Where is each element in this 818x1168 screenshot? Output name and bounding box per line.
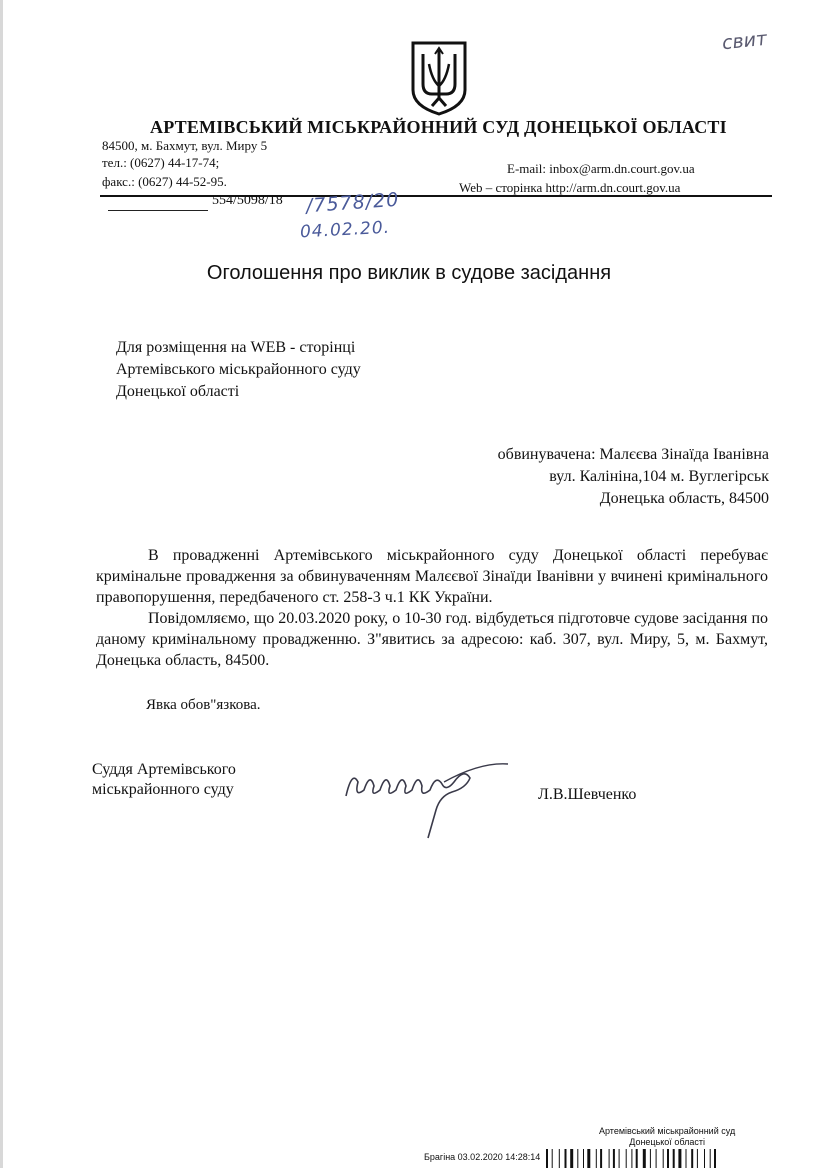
handwritten-registration-number: /7578/20: [305, 188, 400, 218]
paragraph-hearing-notice: Повідомляємо, що 20.03.2020 року, о 10-30 год. відбудеться підготовче судове засідання по даному кримінальному провадженню. З"явитись за адресою: каб. 307, вул. Миру, 5, м. Бахмут, Донецька область, 84500.: [96, 610, 768, 669]
attendance-notice: Явка обов"язкова.: [146, 697, 261, 713]
court-fax: факс.: (0627) 44-52-95.: [102, 174, 227, 189]
coat-of-arms-icon: [410, 40, 468, 116]
court-name: АРТЕМІВСЬКИЙ МІСЬКРАЙОННИЙ СУД ДОНЕЦЬКОЇ ОБЛАСТІ: [150, 117, 727, 137]
judge-name: Л.В.Шевченко: [538, 786, 637, 803]
judge-title-line: міськрайонного суду: [92, 781, 234, 798]
footer-court-line: Артемівський міськрайонний суд: [599, 1126, 736, 1136]
barcode: [546, 1147, 786, 1168]
court-website: Web – сторінка http://arm.dn.court.gov.ua: [459, 180, 681, 195]
recipient-line: Донецької області: [116, 383, 240, 400]
footer-registration-stamp: Брагіна 03.02.2020 14:28:14: [424, 1152, 541, 1162]
registration-line: [108, 210, 208, 211]
accused-block: [498, 444, 769, 510]
corner-handwritten-mark: свит: [720, 27, 769, 55]
page-edge: [0, 0, 3, 1168]
judge-signature: [340, 752, 515, 842]
registration-number: 554/5098/18: [212, 193, 283, 208]
footer-court-stamp: [599, 1126, 735, 1148]
header-divider: [100, 195, 772, 197]
body-text: [96, 545, 768, 671]
recipient-line: Для розміщення на WEB - сторінці: [116, 339, 356, 356]
recipient-block: [116, 337, 361, 403]
court-email: E-mail: inbox@arm.dn.court.gov.ua: [507, 161, 695, 176]
paragraph-proceedings: В провадженні Артемівського міськрайонного суду Донецької області перебуває кримінальне провадження за обвинуваченням Малєєвої Зінаїди Іванівни у вчинені кримінального правопорушення, передбаченого ст. 258-3 ч.1 КК України.: [96, 547, 768, 606]
accused-line: вул. Калініна,104 м. Вуглегірськ: [549, 468, 769, 485]
court-phone: тел.: (0627) 44-17-74;: [102, 155, 220, 170]
handwritten-date: 04.02.20.: [299, 217, 391, 243]
court-address: 84500, м. Бахмут, вул. Миру 5: [102, 138, 268, 153]
recipient-line: Артемівського міськрайонного суду: [116, 361, 361, 378]
judge-title-line: Суддя Артемівського: [92, 761, 236, 778]
accused-line: Донецька область, 84500: [599, 490, 769, 507]
accused-line: обвинувачена: Малєєва Зінаїда Іванівна: [497, 446, 769, 463]
judge-title: [92, 760, 236, 800]
footer-court-line: Донецької області: [629, 1137, 705, 1147]
document-title: Оголошення про виклик в судове засідання: [206, 262, 612, 284]
